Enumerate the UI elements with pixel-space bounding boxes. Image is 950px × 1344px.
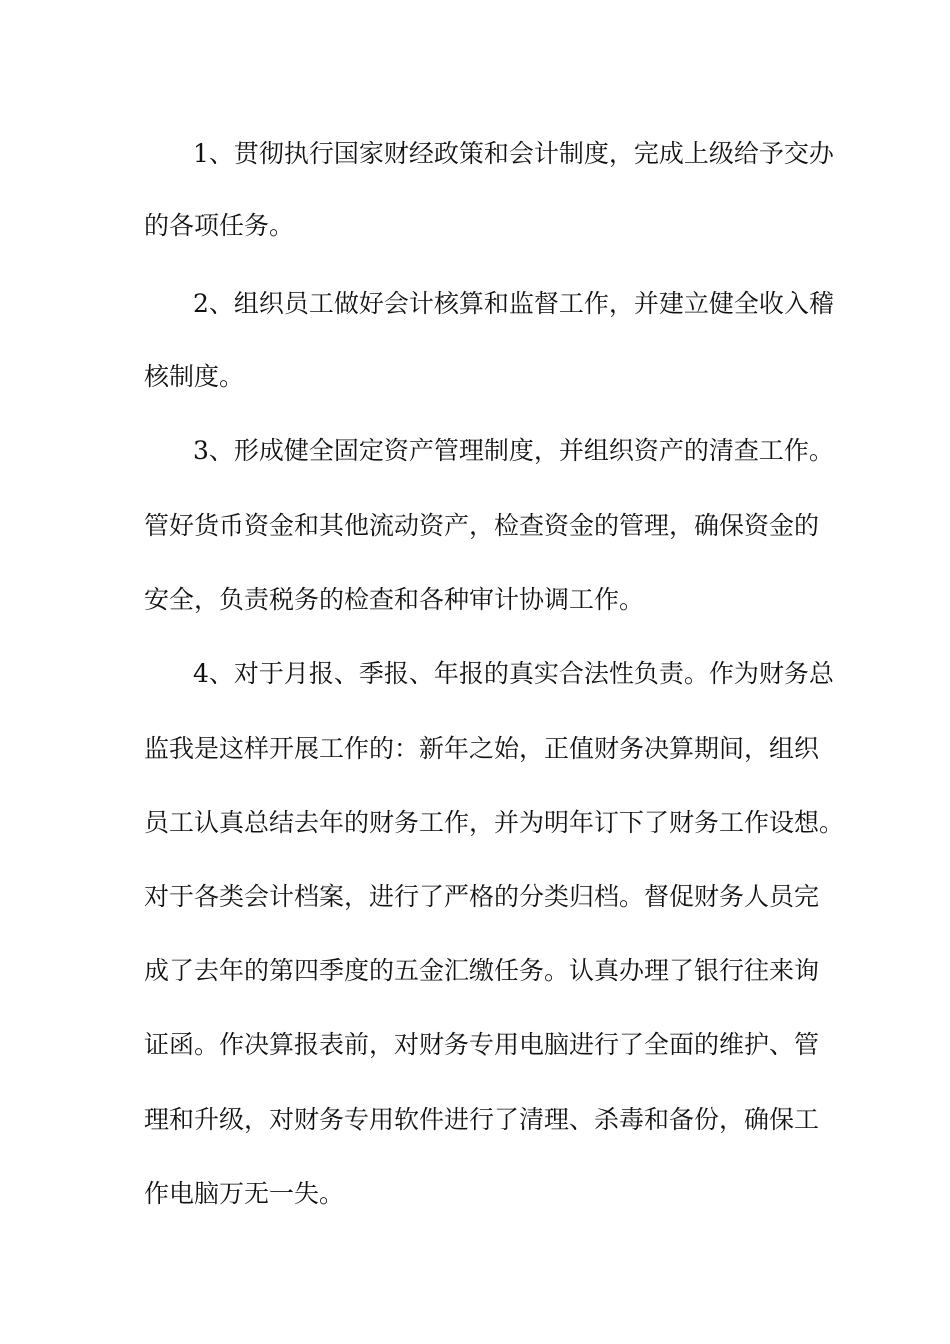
paragraph-4-line-3: 员工认真总结去年的财务工作，并为明年订下了财务工作设想。: [144, 808, 845, 837]
paragraph-4-line-4: 对于各类会计档案，进行了严格的分类归档。督促财务人员完: [144, 882, 820, 911]
paragraph-2-line-2: 核制度。: [144, 362, 245, 391]
paragraph-3-line-1: 3、形成健全固定资产管理制度，并组织资产的清查工作。: [193, 436, 834, 465]
paragraph-4-line-1: 4、对于月报、季报、年报的真实合法性负责。作为财务总: [193, 659, 834, 688]
paragraph-2-line-1: 2、组织员工做好会计核算和监督工作，并建立健全收入稽: [193, 289, 834, 318]
paragraph-1-line-2: 的各项任务。: [144, 211, 295, 240]
paragraph-1-line-1: 1、贯彻执行国家财经政策和会计制度，完成上级给予交办: [193, 139, 834, 168]
paragraph-4-line-8: 作电脑万无一失。: [144, 1179, 345, 1208]
paragraph-4-line-6: 证函。作决算报表前，对财务专用电脑进行了全面的维护、管: [144, 1030, 820, 1059]
paragraph-4-line-5: 成了去年的第四季度的五金汇缴任务。认真办理了银行往来询: [144, 956, 820, 985]
paragraph-3-line-2: 管好货币资金和其他流动资产，检查资金的管理，确保资金的: [144, 511, 820, 540]
paragraph-4-line-2: 监我是这样开展工作的：新年之始，正值财务决算期间，组织: [144, 734, 820, 763]
paragraph-4-line-7: 理和升级，对财务专用软件进行了清理、杀毒和备份，确保工: [144, 1105, 820, 1134]
paragraph-3-line-3: 安全，负责税务的检查和各种审计协调工作。: [144, 585, 645, 614]
